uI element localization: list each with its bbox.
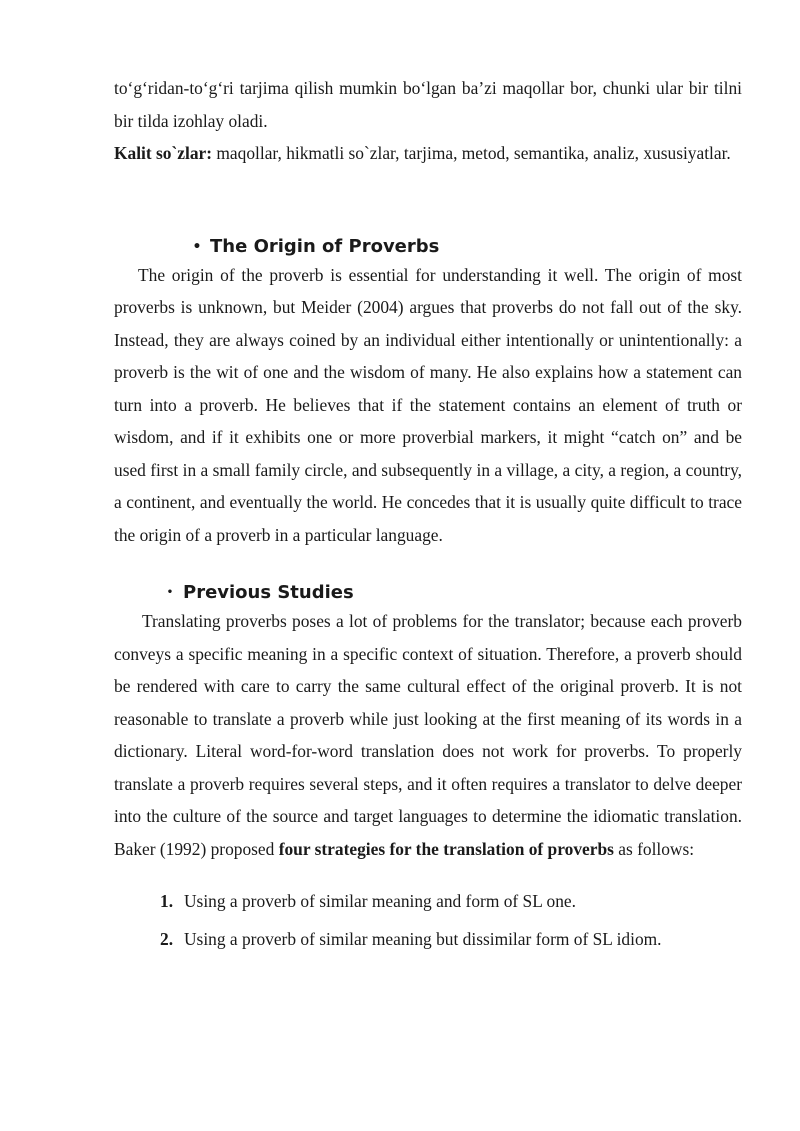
- bullet-icon: •: [192, 238, 202, 255]
- section-title-origin: The Origin of Proverbs: [210, 235, 440, 257]
- section-heading-previous-studies: [114, 581, 742, 605]
- keywords-paragraph: [114, 137, 742, 170]
- bullet-icon: •: [166, 587, 174, 598]
- list-item: [160, 889, 742, 913]
- previous-studies-paragraph: [114, 605, 742, 865]
- section-title-previous-studies: Previous Studies: [183, 582, 354, 603]
- list-item-number: 2.: [160, 929, 174, 949]
- intro-paragraph: to‘g‘ridan-to‘g‘ri tarjima qilish mumkin bo‘lgan ba’zi maqollar bor, chunki ular bir tilni bir tilda izohlay oladi.: [114, 78, 742, 131]
- origin-paragraph: The origin of the proverb is essential for understanding it well. The origin of most proverbs is unknown, but Meider (2004) argues that proverbs do not fall out of the sky. Instead, they are always coined by an individual either intentionally or unintentionally: a proverb is the wit of one and the wisdom of many. He also explains how a statement can turn into a proverb. He believes that if the statement contains an element of truth or wisdom, and if it exhibits one or more proverbial markers, it might “catch on” and be used first in a small family circle, and subsequently in a village, a city, a region, a country, a continent, and eventually the world. He concedes that it is usually quite difficult to trace the origin of a proverb in a particular language.: [114, 264, 742, 545]
- document-page: [114, 72, 742, 965]
- previous-studies-bold: four strategies for the translation of proverbs: [278, 838, 614, 859]
- previous-studies-body: Translating proverbs poses a lot of problems for the translator; because each proverb conveys a specific meaning in a specific context of situation. Therefore, a proverb should be rendered with care to carry the same cultural effect of the original proverb. It is not reasonable to translate a proverb while just looking at the first meaning of its words in a dictionary. Literal word-for-word translation does not work for proverbs. To properly translate a proverb requires several steps, and it often requires a translator to delve deeper into the culture of the source and target languages to determine the idiomatic translation. Baker (1992) proposed: [114, 611, 742, 859]
- list-item-text: Using a proverb of similar meaning and form of SL one.: [184, 891, 577, 911]
- section-heading-origin: [114, 235, 742, 259]
- keywords-label: Kalit so`zlar:: [114, 143, 213, 163]
- strategies-list: [114, 889, 742, 951]
- list-item: [160, 927, 742, 951]
- list-item-number: 1.: [160, 891, 174, 911]
- keywords-text: maqollar, hikmatli so`zlar, tarjima, metod, semantika, analiz, xususiyatlar.: [212, 143, 731, 163]
- list-item-text: Using a proverb of similar meaning but dissimilar form of SL idiom.: [184, 929, 662, 949]
- previous-studies-end: as follows:: [613, 838, 695, 859]
